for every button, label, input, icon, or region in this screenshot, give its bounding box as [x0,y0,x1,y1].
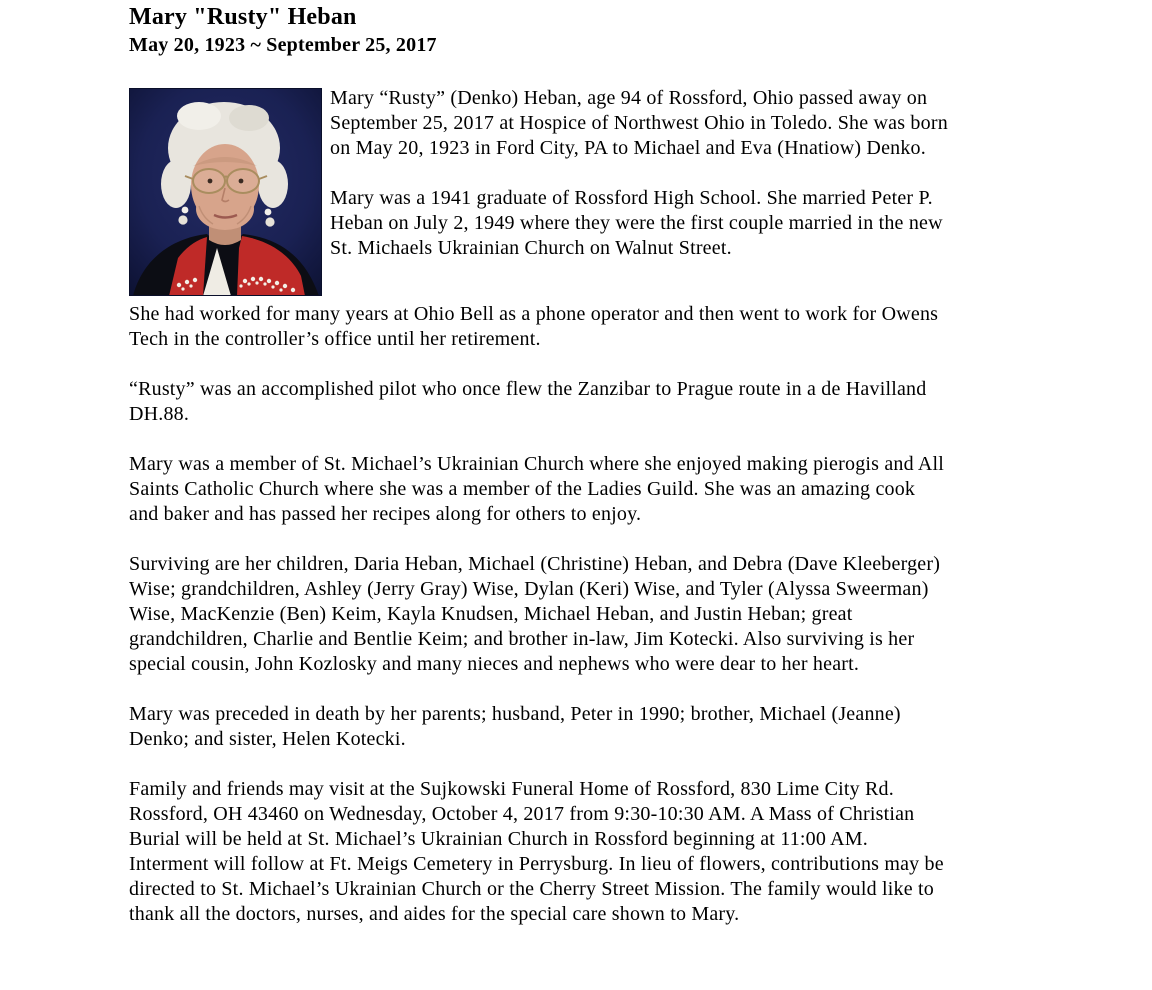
page-dates: May 20, 1923 ~ September 25, 2017 [129,34,437,56]
page-title: Mary "Rusty" Heban [129,4,357,30]
obituary-document [129,2,949,927]
obituary-paragraph-pilot: “Rusty” was an accomplished pilot who once flew the Zanzibar to Prague route in a de Havilland DH.88. [129,378,927,425]
obituary-paragraph-career: She had worked for many years at Ohio Bell as a phone operator and then went to work for Owens Tech in the controller’s office until her retirement. [129,303,939,350]
portrait-photo [129,88,322,296]
obituary-paragraph-church: Mary was a member of St. Michael’s Ukrainian Church where she enjoyed making pierogis and All Saints Catholic Church where she was a member of the Ladies Guild. She was an amazing cook and baker and has passed her recipes along for others to enjoy. [129,453,945,525]
obituary-body [129,86,949,927]
obituary-paragraph-intro: Mary “Rusty” (Denko) Heban, age 94 of Rossford, Ohio passed away on September 25, 2017 at Hospice of Northwest Ohio in Toledo. She was born on May 20, 1923 in Ford City, PA to Michael and Eva (Hnatiow) Denko. [330,87,948,159]
obituary-paragraph-survivors: Surviving are her children, Daria Heban, Michael (Christine) Heban, and Debra (Dave Kleeberger) Wise; grandchildren, Ashley (Jerry Gray) Wise, Dylan (Keri) Wise, and Tyler (Alyssa Sweerman) Wise, MacKenzie (Ben) Keim, Kayla Knudsen, Michael Heban, and Justin Heban; great grandchildren, Charlie and Bentlie Keim; and brother in-law, Jim Kotecki. Also surviving is her special cousin, John Kozlosky and many nieces and nephews who were dear to her heart. [129,553,941,675]
obituary-paragraph-predeceased: Mary was preceded in death by her parents; husband, Peter in 1990; brother, Michael (Jeanne) Denko; and sister, Helen Kotecki. [129,703,901,750]
obituary-paragraph-services: Family and friends may visit at the Sujkowski Funeral Home of Rossford, 830 Lime City Rd. Rossford, OH 43460 on Wednesday, October 4, 2017 from 9:30-10:30 AM. A Mass of Christian Burial will be held at St. Michael’s Ukrainian Church in Rossford beginning at 11:00 AM. Interment will follow at Ft. Meigs Cemetery in Perrysburg. In lieu of flowers, contributions may be directed to St. Michael’s Ukrainian Church or the Cherry Street Mission. The family would like to thank all the doctors, nurses, and aides for the special care shown to Mary. [129,778,944,925]
portrait-photo-graphic [129,88,322,296]
obituary-paragraph-marriage: Mary was a 1941 graduate of Rossford High School. She married Peter P. Heban on July 2, 1949 where they were the first couple married in the new St. Michaels Ukrainian Church on Walnut Street. [330,187,943,259]
